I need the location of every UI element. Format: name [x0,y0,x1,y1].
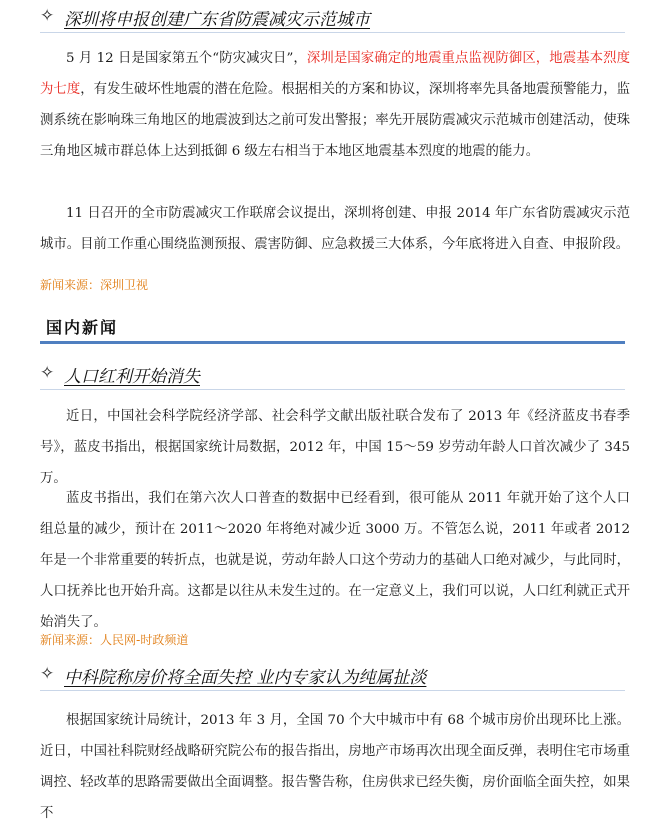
news-source: 新闻来源：人民网-时政频道 [40,633,189,647]
article-header [40,660,625,691]
article-title[interactable]: 中科院称房价将全面失控 业内专家认为纯属扯淡 [64,668,427,688]
article-paragraph: 蓝皮书指出，我们在第六次人口普查的数据中已经看到，很可能从 2011 年就开始了这个人口组总量的减少，预计在 2011～2020 年将绝对减少近 3000 万。不管怎么说，2011 年或者 2012 年是一个非常重要的转折点，也就是说，劳动年龄人口这个劳动力的基础人口绝对减少，与此同时，人口抚养比也开始升高。这都是以往从未发生过的。在一定意义上，我们可以说，人口红利就正式开始消失了。 [40,491,630,630]
article-paragraph [40,43,630,167]
article-paragraph: 近日，中国社会科学院经济学部、社会科学文献出版社联合发布了 2013 年《经济蓝皮书春季号》，蓝皮书指出，根据国家统计局数据，2012 年，中国 15～59 岁劳动年龄人口首次减少了 345 万。 [40,409,630,486]
section-title: 国内新闻 [46,318,119,337]
highlighted-text: 深圳是国家确定的地震重点监视防御区，地震基本烈度为七度 [40,51,630,97]
diamond-bullet-icon: ✧ [40,664,55,684]
paragraph-text: 5 月 12 日是国家第五个“防灾减灾日”， [66,51,307,66]
news-source: 新闻来源：深圳卫视 [40,278,149,292]
paragraph-text: ，有发生破坏性地震的潜在危险。根据相关的方案和协议，深圳将率先具备地震预警能力，监测系统在影响珠三角地区的地震波到达之前可发出警报；率先开展防震减灾示范城市创建活动，使珠三角地区城市群总体上达到抵御 6 级左右相当于本地区地震基本烈度的地震的能力。 [40,82,631,159]
article-paragraph: 根据国家统计局统计，2013 年 3 月，全国 70 个大中城市中有 68 个城市房价出现环比上涨。近日，中国社科院财经战略研究院公布的报告指出，房地产市场再次出现全面反弹，表明住宅市场重调控、轻改革的思路需要做出全面调整。报告警告称，住房供求已经失衡，房价面临全面失控，如果不 [40,713,630,821]
article-header [40,359,625,390]
article-paragraph: 11 日召开的全市防震减灾工作联席会议提出，深圳将创建、申报 2014 年广东省防震减灾示范城市。目前工作重心围绕监测预报、震害防御、应急救援三大体系，今年底将进入自查、申报阶段。 [40,206,630,252]
diamond-bullet-icon: ✧ [40,6,55,26]
article-title[interactable]: 人口红利开始消失 [64,367,200,387]
article-title[interactable]: 深圳将申报创建广东省防震减灾示范城市 [64,10,370,30]
section-header [40,307,625,344]
diamond-bullet-icon: ✧ [40,363,55,383]
article-header [40,2,625,33]
